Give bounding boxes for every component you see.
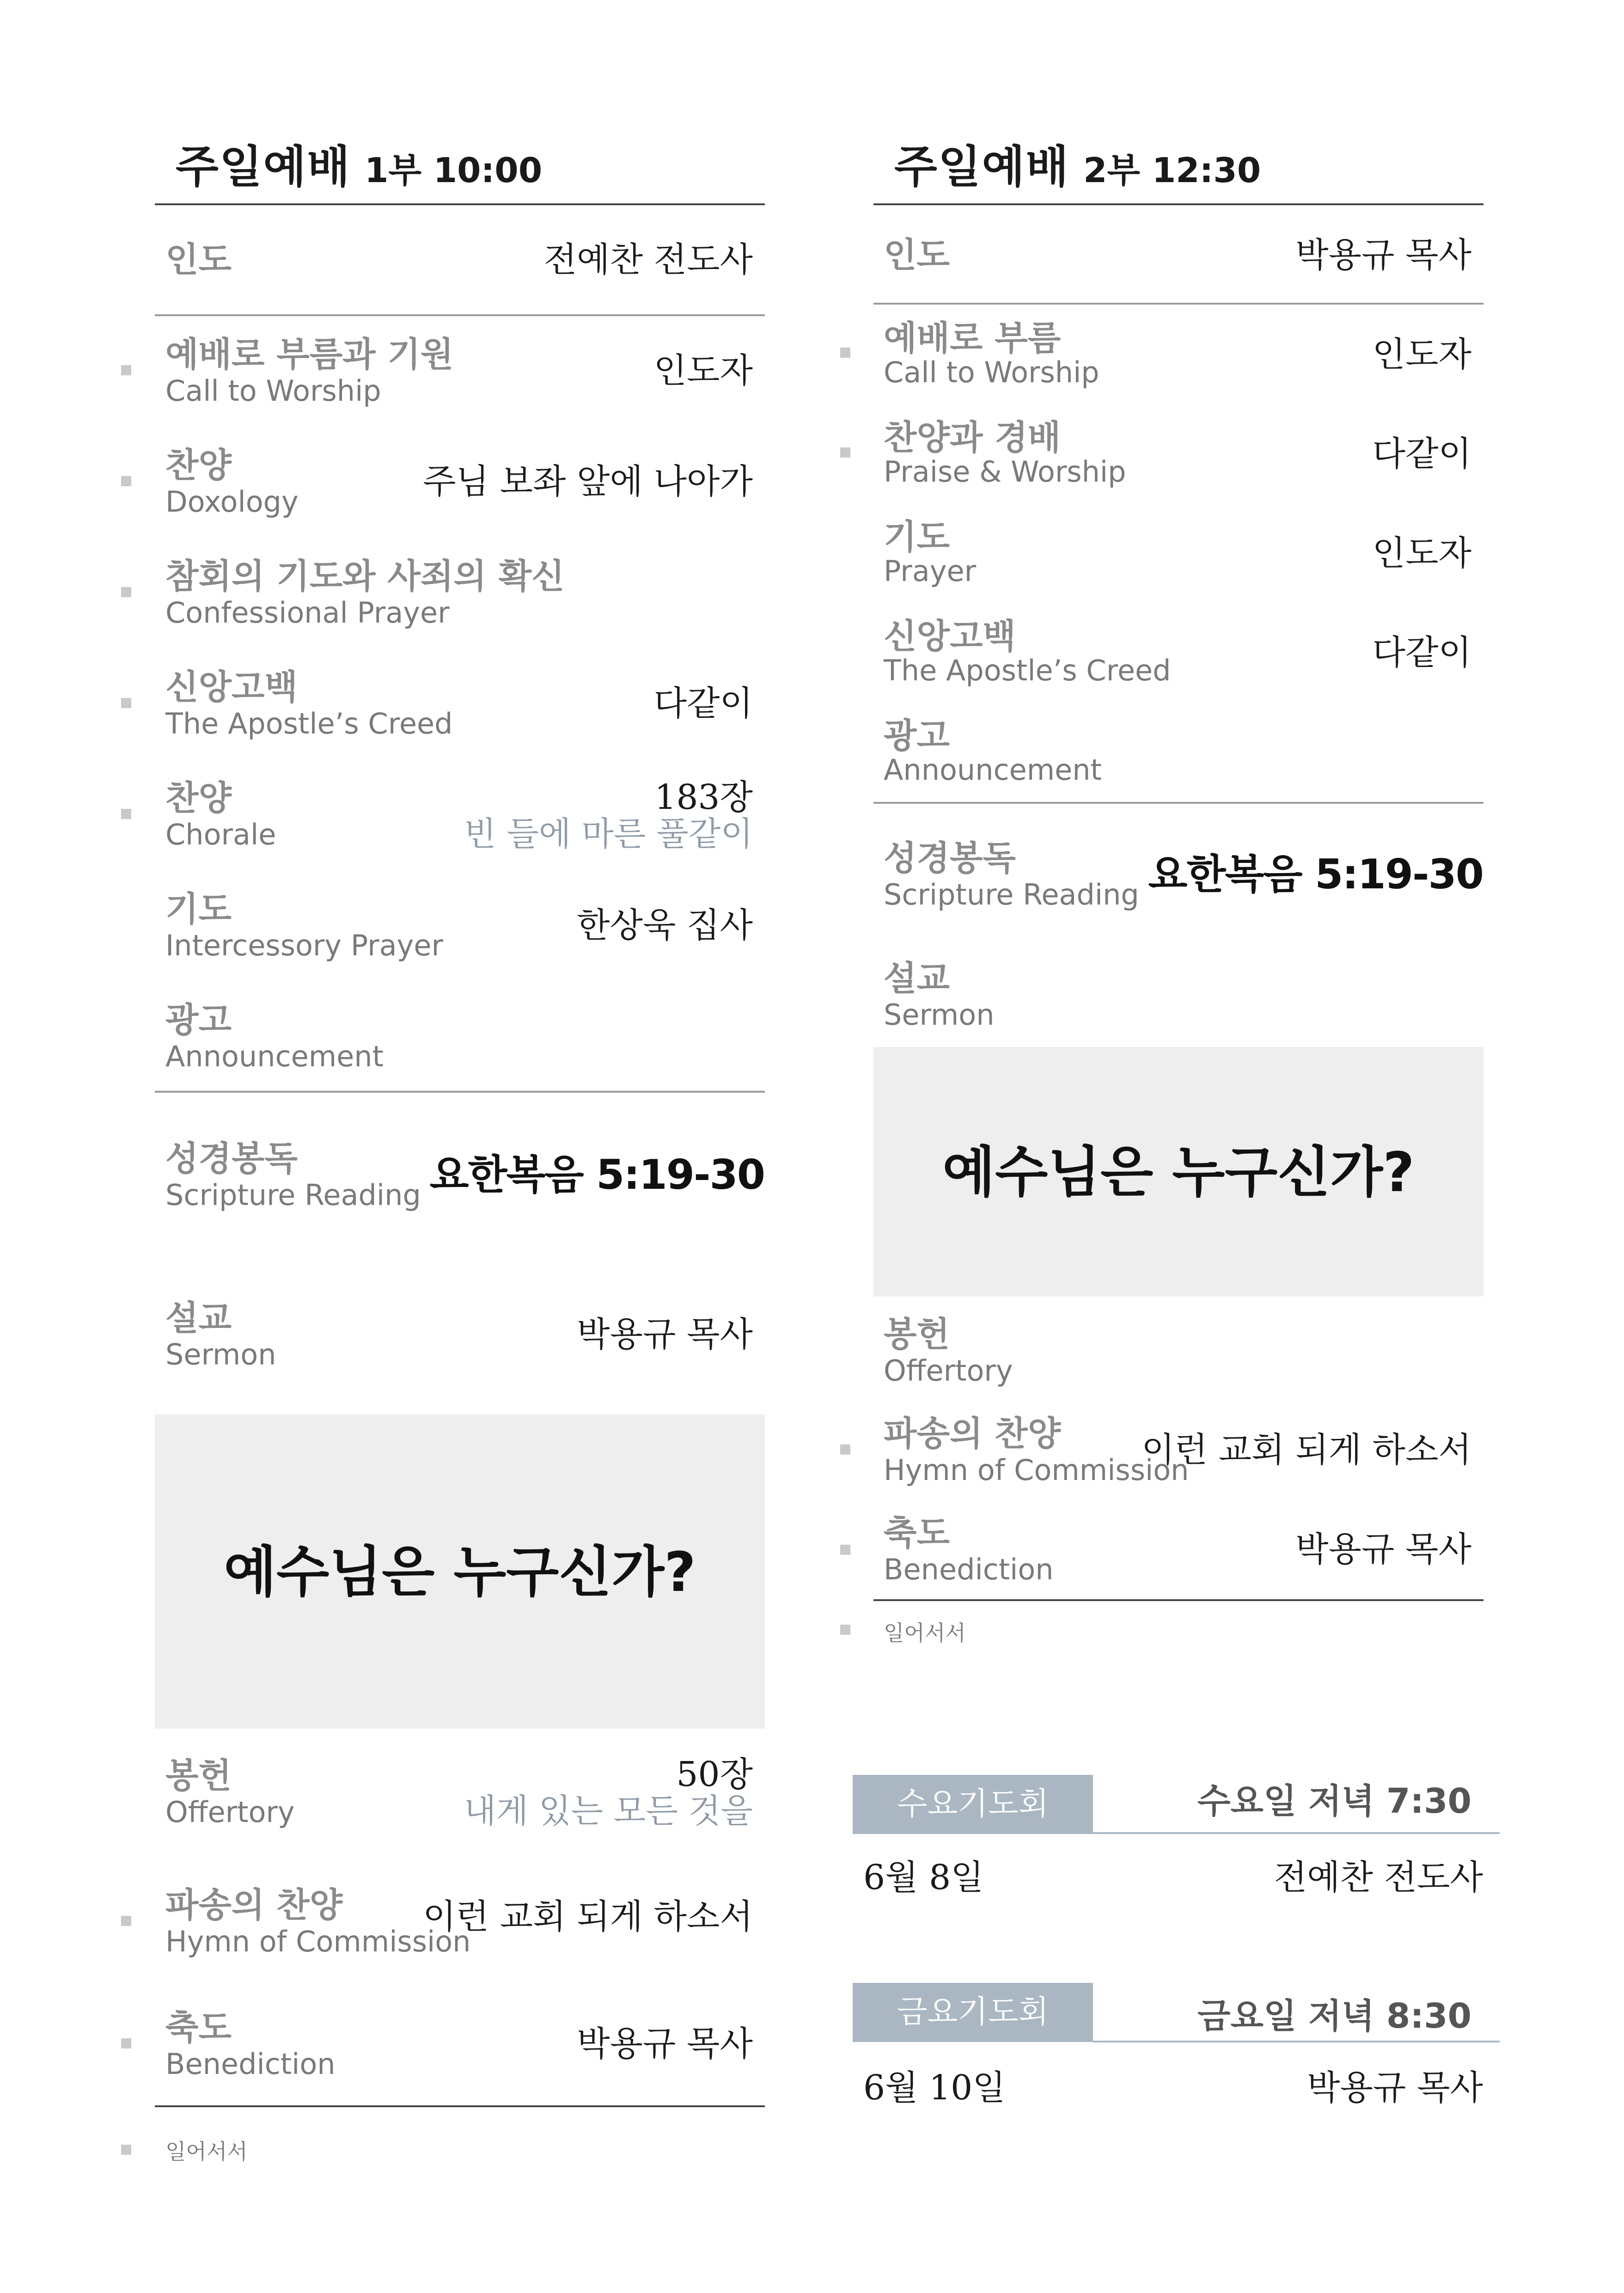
wed-prayer-tag: 수요기도회 — [853, 1775, 1093, 1834]
fri-prayer-leader: 박용규 목사 — [1307, 2068, 1483, 2108]
right-bottom-rule — [873, 1599, 1484, 1601]
right-item-ko: 봉헌 — [884, 1315, 950, 1354]
right-sermon-en: Sermon — [884, 998, 995, 1032]
right-item-en: Announcement — [884, 753, 1102, 787]
wed-prayer-date: 6월 8일 — [863, 1858, 984, 1897]
right-stand-note: 일어서서 — [884, 1620, 966, 1645]
left-offertory-hymn-title: 내게 있는 모든 것을 — [464, 1792, 753, 1830]
right-item-ko: 광고 — [884, 716, 950, 756]
left-item-ko: 기도 — [165, 889, 232, 929]
left-sermon-ko: 설교 — [165, 1298, 232, 1338]
right-service-session: 2부 12:30 — [1083, 151, 1261, 190]
left-item-en: Confessional Prayer — [165, 596, 450, 630]
left-item-right: 한상욱 집사 — [577, 905, 753, 945]
right-item-ko: 파송의 찬양 — [884, 1414, 1061, 1454]
fri-prayer-time: 금요일 저녁 8:30 — [1197, 1996, 1471, 2036]
right-leader-rule — [873, 303, 1484, 305]
right-item-ko: 예배로 부름 — [884, 318, 1061, 358]
bullet-icon — [121, 2038, 131, 2048]
bullet-icon — [121, 476, 131, 486]
left-items-rule — [155, 1091, 765, 1093]
right-sermon-ko: 설교 — [884, 959, 950, 998]
right-item-right: 다같이 — [1372, 434, 1471, 474]
right-reading-ko: 성경봉독 — [884, 838, 1016, 878]
left-item-right: 인도자 — [653, 351, 753, 391]
left-item-right: 다같이 — [653, 684, 753, 723]
right-service-header — [894, 132, 1261, 195]
left-item-ko: 예배로 부름과 기원 — [165, 335, 454, 374]
wed-prayer-time: 수요일 저녁 7:30 — [1197, 1781, 1471, 1821]
right-item-ko: 찬양과 경배 — [884, 418, 1061, 458]
right-sermon-title-box — [873, 1047, 1484, 1296]
left-bottom-rule — [155, 2105, 765, 2107]
right-items-rule — [873, 802, 1484, 804]
right-item-right: 박용규 목사 — [1295, 1529, 1471, 1569]
right-item-ko: 축도 — [884, 1513, 950, 1553]
left-item-en: Announcement — [165, 1039, 384, 1073]
left-item-ko: 축도 — [165, 2008, 232, 2048]
left-reading-ko: 성경봉독 — [165, 1139, 298, 1179]
right-leader-label: 인도 — [884, 235, 950, 275]
left-leader-name: 전예찬 전도사 — [543, 240, 753, 280]
bullet-icon — [121, 2145, 131, 2155]
right-item-ko: 기도 — [884, 517, 950, 557]
bullet-icon — [121, 1916, 131, 1926]
right-item-en: Call to Worship — [884, 355, 1099, 389]
right-item-ko: 신앙고백 — [884, 617, 1016, 656]
right-leader-name: 박용규 목사 — [1295, 235, 1471, 275]
bullet-icon — [840, 1444, 850, 1455]
left-item-en: Offertory — [165, 1795, 295, 1829]
right-item-en: Hymn of Commission — [884, 1453, 1189, 1487]
right-item-right: 인도자 — [1372, 533, 1471, 573]
right-item-right: 다같이 — [1372, 633, 1471, 673]
bullet-icon — [121, 809, 131, 819]
wed-prayer-rule — [1093, 1832, 1500, 1834]
left-item-en: Hymn of Commission — [165, 1925, 471, 1958]
bullet-icon — [840, 447, 850, 458]
right-service-title: 주일예배 — [894, 141, 1069, 193]
right-item-right: 인도자 — [1372, 335, 1471, 374]
left-item-ko: 신앙고백 — [165, 667, 298, 707]
left-leader-label: 인도 — [165, 240, 232, 280]
wed-prayer-leader: 전예찬 전도사 — [1274, 1858, 1483, 1897]
left-stand-note: 일어서서 — [165, 2139, 248, 2164]
left-item-en: The Apostle’s Creed — [165, 707, 453, 740]
left-preacher: 박용규 목사 — [577, 1315, 753, 1354]
right-item-en: Benediction — [884, 1553, 1054, 1586]
left-item-en: Call to Worship — [165, 374, 381, 408]
left-service-title: 주일예배 — [176, 141, 351, 193]
right-item-en: The Apostle’s Creed — [884, 654, 1171, 687]
bullet-icon — [121, 365, 131, 375]
left-item-ko: 봉헌 — [165, 1756, 232, 1796]
fri-prayer-rule — [1093, 2041, 1500, 2042]
left-scripture-ref: 요한복음 5:19-30 — [429, 1151, 764, 1198]
right-item-en: Praise & Worship — [884, 455, 1126, 489]
bullet-icon — [121, 698, 131, 708]
fri-prayer-tag: 금요기도회 — [853, 1983, 1093, 2042]
left-item-ko: 광고 — [165, 1000, 232, 1040]
right-item-right: 이런 교회 되게 하소서 — [1142, 1430, 1471, 1470]
bullet-icon — [121, 587, 131, 597]
left-item-ko: 참회의 기도와 사죄의 확신 — [165, 556, 565, 596]
left-item-en: Benediction — [165, 2047, 336, 2081]
left-hymn-number: 183장 — [654, 777, 753, 817]
left-sermon-en: Sermon — [165, 1338, 276, 1371]
left-item-en: Intercessory Prayer — [165, 929, 443, 962]
right-scripture-ref: 요한복음 5:19-30 — [1148, 850, 1483, 898]
left-leader-rule — [155, 314, 765, 316]
left-item-en: Chorale — [165, 818, 276, 851]
right-sermon-title: 예수님은 누구신가? — [942, 1140, 1415, 1204]
left-hymn-title: 빈 들에 마른 풀같이 — [464, 814, 753, 853]
left-item-right: 주님 보좌 앞에 나아가 — [423, 462, 753, 501]
left-item-ko: 찬양 — [165, 778, 232, 818]
fri-prayer-date: 6월 10일 — [863, 2068, 1006, 2108]
left-service-header — [176, 132, 542, 195]
left-item-ko: 파송의 찬양 — [165, 1885, 343, 1925]
left-sermon-title: 예수님은 누구신가? — [224, 1540, 696, 1604]
left-item-en: Doxology — [165, 485, 299, 519]
left-item-ko: 찬양 — [165, 446, 232, 485]
left-sermon-title-box — [155, 1414, 765, 1729]
bullet-icon — [840, 348, 850, 358]
left-reading-en: Scripture Reading — [165, 1178, 421, 1212]
right-item-en: Offertory — [884, 1354, 1013, 1388]
bullet-icon — [840, 1545, 850, 1555]
right-reading-en: Scripture Reading — [884, 878, 1139, 911]
left-item-right: 박용규 목사 — [577, 2024, 753, 2064]
left-service-session: 1부 10:00 — [364, 151, 543, 190]
bullet-icon — [840, 1625, 850, 1635]
left-header-rule — [155, 203, 765, 205]
right-item-en: Prayer — [884, 554, 977, 588]
left-item-right: 이런 교회 되게 하소서 — [423, 1897, 753, 1937]
right-header-rule — [873, 203, 1484, 205]
left-offertory-hymn-number: 50장 — [676, 1755, 753, 1794]
